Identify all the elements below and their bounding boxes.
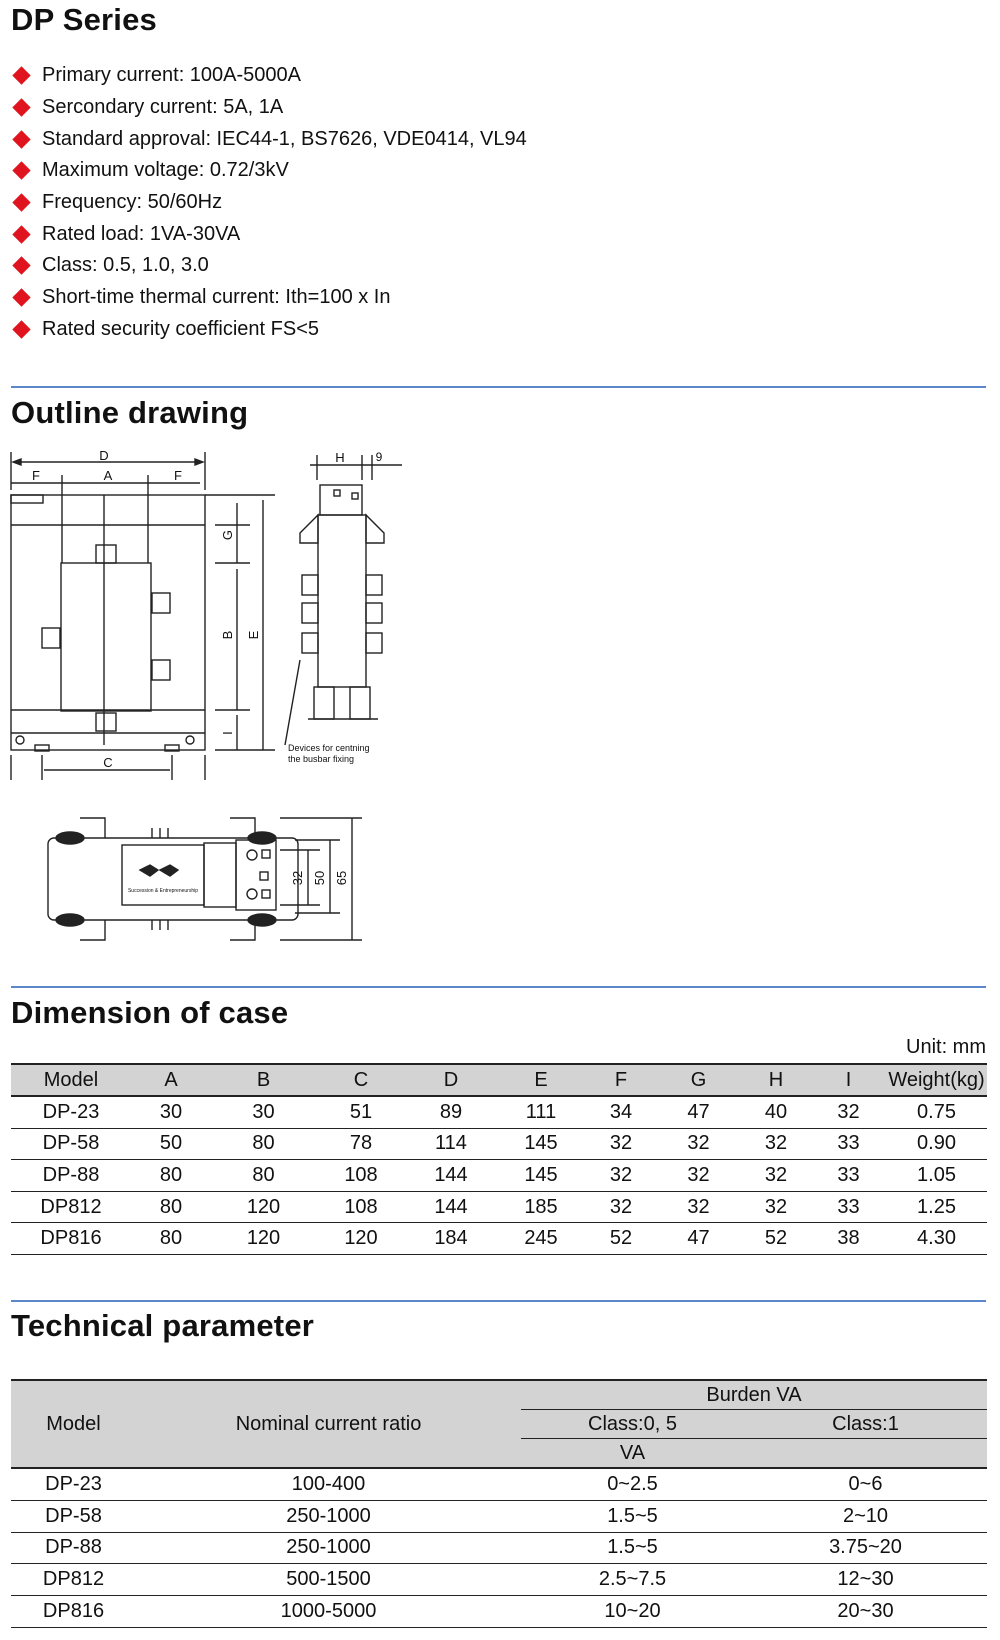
diamond-bullet-icon [12, 288, 30, 306]
technical-table [11, 1379, 987, 1628]
col-header-class05: Class:0, 5 [521, 1410, 744, 1439]
table-row: DP816 1000-5000 10~20 20~30 [11, 1596, 987, 1628]
spec-item: Primary current: 100A-5000A [11, 60, 527, 92]
section-divider [11, 1300, 986, 1302]
table-row: DP-58 50 80 78 114 145 32 32 32 33 0.90 [11, 1128, 987, 1160]
spec-item: Rated security coefficient FS<5 [11, 314, 527, 346]
dim-label-b: B [220, 630, 235, 640]
col-header-burden: Burden VA [521, 1380, 987, 1410]
table-row: DP-58 250-1000 1.5~5 2~10 [11, 1500, 987, 1532]
dim-label-f-right: F [174, 468, 182, 483]
spec-item: Standard approval: IEC44-1, BS7626, VDE0414, VL94 [11, 123, 527, 155]
table-row: DP812 80 120 108 144 185 32 32 32 33 1.25 [11, 1191, 987, 1223]
spec-list [11, 60, 527, 345]
table-row: DP-88 80 80 108 144 145 32 32 32 33 1.05 [11, 1160, 987, 1192]
col-header: C [316, 1064, 406, 1096]
dim-label-i: I [220, 731, 235, 735]
spec-item: Frequency: 50/60Hz [11, 187, 527, 219]
dim-label-f-left: F [32, 468, 40, 483]
outline-drawing [0, 445, 420, 805]
table-row: DP-88 250-1000 1.5~5 3.75~20 [11, 1532, 987, 1564]
section-divider [11, 986, 986, 988]
dim-label-a: A [103, 468, 113, 483]
col-header: B [211, 1064, 316, 1096]
diamond-bullet-icon [12, 320, 30, 338]
dimension-table [11, 1063, 987, 1255]
col-header: Model [11, 1064, 131, 1096]
technical-heading: Technical parameter [11, 1308, 315, 1343]
spec-item: Maximum voltage: 0.72/3kV [11, 155, 527, 187]
diamond-bullet-icon [12, 130, 30, 148]
diamond-bullet-icon [12, 193, 30, 211]
dim-65: 65 [334, 870, 349, 886]
diamond-bullet-icon [12, 98, 30, 116]
col-header: D [406, 1064, 496, 1096]
logo-caption: Succession & Entrepreneurship [127, 888, 199, 894]
diamond-bullet-icon [12, 225, 30, 243]
unit-label: Unit: mm [906, 1036, 986, 1058]
col-header-va: VA [521, 1439, 744, 1469]
outline-heading: Outline drawing [11, 395, 249, 430]
dim-50: 50 [312, 870, 327, 886]
dimension-heading: Dimension of case [11, 995, 289, 1030]
spec-item: Sercondary current: 5A, 1A [11, 92, 527, 124]
table-row: DP-23 30 30 51 89 111 34 47 40 32 0.75 [11, 1096, 987, 1128]
table-row: DP816 80 120 120 184 245 52 47 52 38 4.30 [11, 1223, 987, 1255]
dim-label-g: G [220, 529, 235, 541]
col-header: E [496, 1064, 586, 1096]
page-title: DP Series [11, 2, 157, 37]
diamond-bullet-icon [12, 162, 30, 180]
dim-label-e: E [246, 630, 261, 640]
spec-item: Class: 0.5, 1.0, 3.0 [11, 250, 527, 282]
spec-item: Short-time thermal current: Ith=100 x In [11, 282, 527, 314]
dim-label-h: H [335, 450, 345, 465]
col-header: F [586, 1064, 656, 1096]
col-header: A [131, 1064, 211, 1096]
busbar-note-line1: Devices for centning [288, 743, 370, 753]
spec-item: Rated load: 1VA-30VA [11, 218, 527, 250]
busbar-note-line2: the busbar fixing [288, 754, 355, 764]
col-header-ratio: Nominal current ratio [136, 1380, 521, 1468]
table-row: DP812 500-1500 2.5~7.5 12~30 [11, 1564, 987, 1596]
col-header-model: Model [11, 1380, 136, 1468]
col-header: G [656, 1064, 741, 1096]
dim-32: 32 [290, 870, 305, 886]
section-divider [11, 386, 986, 388]
diamond-bullet-icon [12, 257, 30, 275]
diamond-bullet-icon [12, 67, 30, 85]
dim-label-nine: 9 [375, 450, 383, 464]
dim-label-c: C [103, 755, 113, 770]
dim-label-d: D [99, 448, 109, 463]
table-row: DP-23 100-400 0~2.5 0~6 [11, 1468, 987, 1500]
col-header: H [741, 1064, 811, 1096]
col-header: I [811, 1064, 886, 1096]
col-header-class1: Class:1 [744, 1410, 987, 1439]
outline-drawing-bottom [40, 810, 380, 960]
col-header: Weight(kg) [886, 1064, 987, 1096]
